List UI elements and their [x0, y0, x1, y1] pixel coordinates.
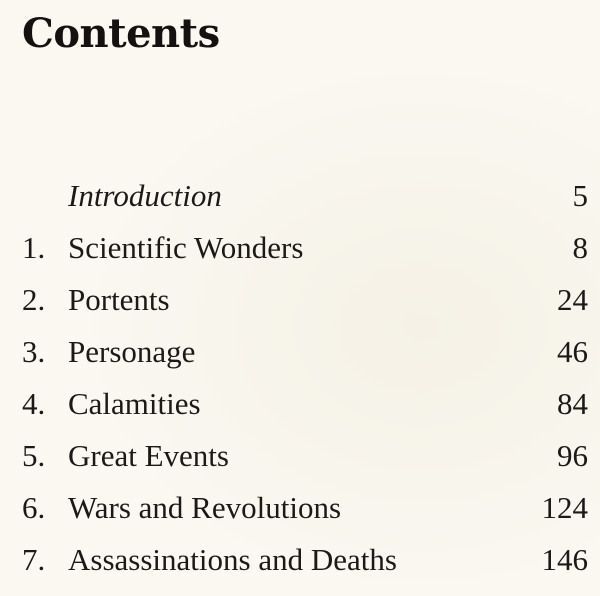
table-of-contents	[22, 170, 588, 586]
toc-entry-number: 5.	[22, 438, 46, 473]
toc-entry-number: 2.	[22, 282, 46, 317]
toc-entry-great-events	[22, 430, 588, 482]
toc-entry-assassinations-and-deaths	[22, 534, 588, 586]
toc-entry-title: Wars and Revolutions	[68, 490, 342, 525]
toc-entry-title: Calamities	[68, 386, 201, 421]
toc-entry-scientific-wonders	[22, 222, 588, 274]
toc-entry-number: 7.	[22, 542, 46, 577]
toc-entry-title: Assassinations and Deaths	[68, 542, 397, 577]
toc-entry-calamities	[22, 378, 588, 430]
toc-entry-title: Personage	[68, 334, 196, 369]
toc-entry-wars-and-revolutions	[22, 482, 588, 534]
toc-entry-title: Great Events	[68, 438, 229, 473]
toc-entry-page: 24	[557, 282, 588, 317]
toc-entry-page: 96	[557, 438, 588, 473]
toc-entry-number: 4.	[22, 386, 46, 421]
toc-entry-page: 124	[541, 490, 588, 525]
toc-entry-page: 8	[572, 230, 588, 265]
toc-entry-number: 1.	[22, 230, 46, 265]
toc-entry-page: 5	[572, 178, 588, 213]
toc-entry-personage	[22, 326, 588, 378]
toc-entry-page: 84	[557, 386, 588, 421]
page-title: Contents	[22, 10, 220, 57]
toc-entry-page: 146	[541, 542, 588, 577]
toc-entry-portents	[22, 274, 588, 326]
toc-entry-introduction	[22, 170, 588, 222]
toc-entry-page: 46	[557, 334, 588, 369]
toc-entry-number: 3.	[22, 334, 46, 369]
toc-entry-title: Introduction	[68, 178, 222, 213]
toc-entry-title: Portents	[68, 282, 170, 317]
toc-entry-title: Scientific Wonders	[68, 230, 304, 265]
toc-entry-number: 6.	[22, 490, 46, 525]
